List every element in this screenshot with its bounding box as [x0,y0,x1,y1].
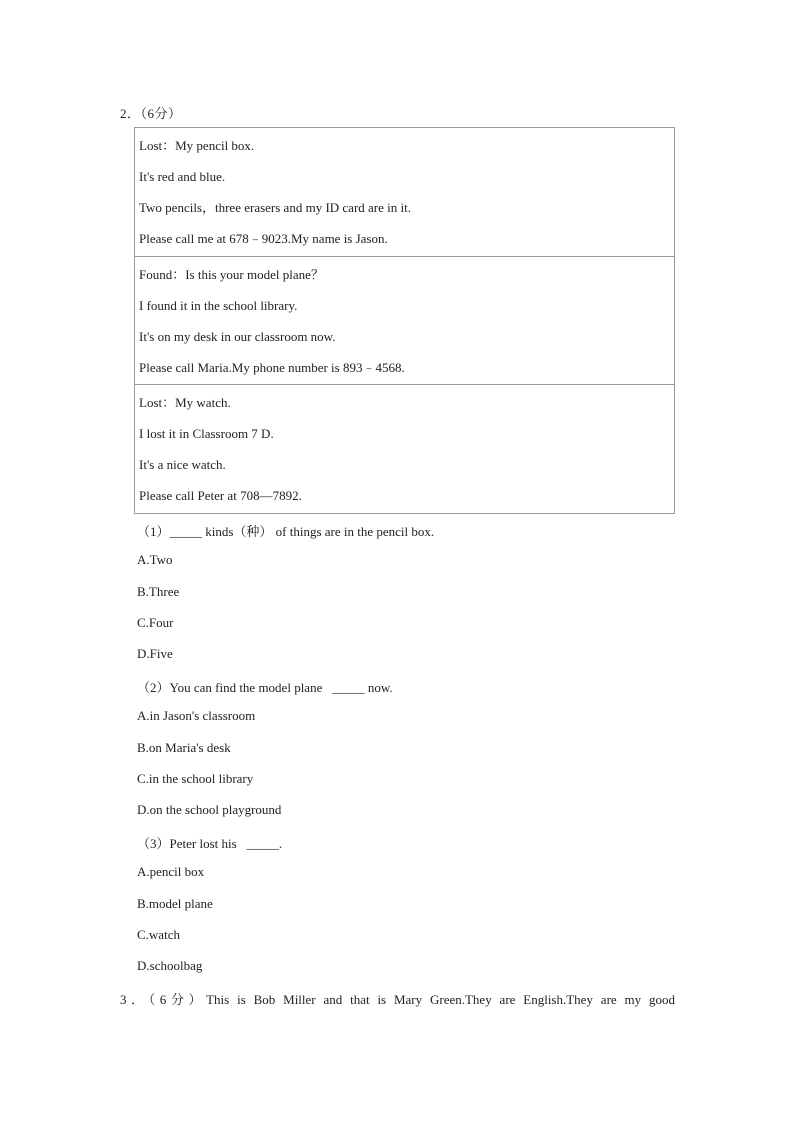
notice-found-model-plane [135,257,674,385]
notice-line: Lost：My pencil box. [139,138,255,153]
notice-table [134,127,675,514]
question-3-text: 3．（6分）This is Bob Miller and that is Mary Green.They are English.They are my good [120,992,675,1007]
notice-line: Please call Peter at 708—7892. [139,488,302,503]
notice-line: Lost：My watch. [139,395,231,410]
option-c[interactable]: C.Four [137,615,174,630]
notice-lost-watch [135,385,674,513]
option-a[interactable]: A.pencil box [137,864,205,879]
subquestion-2-stem: （2）You can find the model plane _____ now. [137,680,393,695]
option-b[interactable]: B.model plane [137,896,213,911]
question-2-header: 2．（6分） [120,106,182,121]
notice-line: I found it in the school library. [139,298,298,313]
option-d[interactable]: D.schoolbag [137,958,203,973]
subquestion-1-stem: （1）_____ kinds（种） of things are in the pencil box. [137,524,435,539]
option-a[interactable]: A.in Jason's classroom [137,708,256,723]
option-d[interactable]: D.on the school playground [137,802,282,817]
notice-line: I lost it in Classroom 7 D. [139,426,274,441]
notice-line: It's red and blue. [139,169,226,184]
notice-line: Please call me at 678﹣9023.My name is Jason. [139,231,388,246]
notice-line: Two pencils，three erasers and my ID card are in it. [139,200,411,215]
notice-line: It's on my desk in our classroom now. [139,329,336,344]
option-b[interactable]: B.on Maria's desk [137,740,231,755]
option-c[interactable]: C.in the school library [137,771,254,786]
option-c[interactable]: C.watch [137,927,180,942]
notice-lost-pencil-box [135,128,674,257]
subquestion-3-stem: （3）Peter lost his _____. [137,836,283,851]
option-a[interactable]: A.Two [137,552,173,567]
option-b[interactable]: B.Three [137,584,180,599]
notice-line: Please call Maria.My phone number is 893﹣4568. [139,360,405,375]
notice-line: It's a nice watch. [139,457,226,472]
option-d[interactable]: D.Five [137,646,173,661]
notice-line: Found：Is this your model plane？ [139,267,324,282]
